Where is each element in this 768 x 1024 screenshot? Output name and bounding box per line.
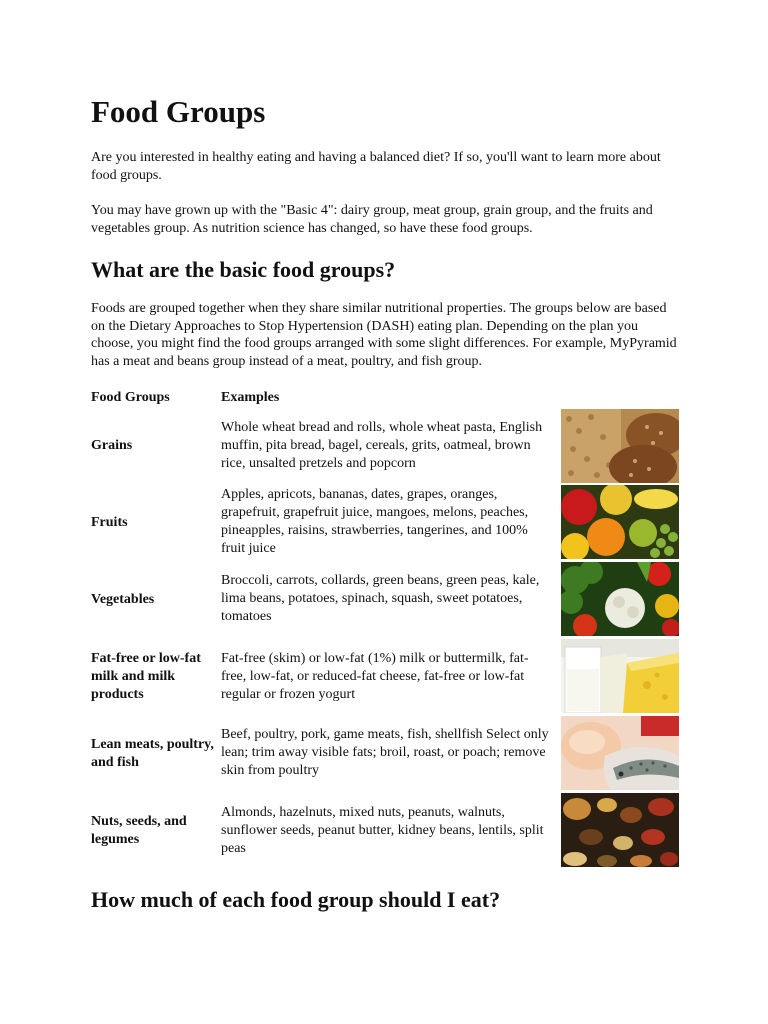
food-group-name: Fruits [91, 515, 128, 530]
table-row [91, 485, 683, 561]
nuts-legumes-photo [561, 793, 679, 867]
food-group-examples: Whole wheat bread and rolls, whole wheat pasta, English muffin, pita bread, bagel, cereals, grits, oatmeal, brown rice, unsalted pretzels and popcorn [221, 420, 543, 471]
table-row [91, 408, 683, 484]
page-title: Food Groups [91, 94, 266, 129]
grains-photo [561, 409, 679, 483]
section-heading-basic-food-groups: What are the basic food groups? [91, 257, 396, 282]
meat-fish-photo [561, 716, 679, 790]
dairy-photo [561, 639, 679, 713]
table-header-food-groups: Food Groups [91, 390, 170, 405]
section-paragraph-basic-food-groups: Foods are grouped together when they share similar nutritional properties. The groups below are based on the Dietary Approaches to Stop Hypertension (DASH) eating plan. Depending on the plan you choose, you might find the food groups arranged with some slight differences. For example, MyPyramid has a meat and beans group instead of a meat, poultry, and fish group. [91, 301, 677, 369]
food-group-examples: Almonds, hazelnuts, mixed nuts, peanuts, walnuts, sunflower seeds, peanut butter, kidney beans, lentils, split peas [221, 805, 544, 856]
section-heading-how-much: How much of each food group should I eat? [91, 887, 501, 912]
table-header-row [91, 388, 683, 408]
fruits-photo [561, 485, 679, 559]
food-groups-table [91, 388, 683, 856]
table-row [91, 793, 683, 869]
food-group-examples: Beef, poultry, pork, game meats, fish, shellfish Select only lean; trim away visible fats; broil, roast, or poach; remove skin from poultry [221, 727, 549, 778]
table-row [91, 716, 683, 792]
food-group-name: Fat-free or low-fat milk and milk products [91, 651, 201, 702]
food-group-name: Lean meats, poultry, and fish [91, 737, 214, 770]
food-group-name: Nuts, seeds, and legumes [91, 814, 187, 847]
vegetables-photo [561, 562, 679, 636]
food-group-name: Vegetables [91, 592, 155, 607]
food-group-name: Grains [91, 438, 133, 453]
table-header-examples: Examples [221, 390, 280, 405]
table-row [91, 639, 683, 715]
food-group-examples: Broccoli, carrots, collards, green beans, green peas, kale, lima beans, potatoes, spinach, squash, sweet potatoes, tomatoes [221, 573, 540, 624]
table-row [91, 562, 683, 638]
food-group-examples: Apples, apricots, bananas, dates, grapes, oranges, grapefruit, grapefruit juice, mangoes, melons, peaches, pineapples, raisins, strawberries, tangerines, and 100% fruit juice [221, 487, 529, 556]
intro-paragraph-2: You may have grown up with the "Basic 4": dairy group, meat group, grain group, and the fruits and vegetables group. As nutrition science has changed, so have these food groups. [91, 203, 653, 236]
food-group-examples: Fat-free (skim) or low-fat (1%) milk or buttermilk, fat-free, low-fat, or reduced-fat cheese, fat-free or low-fat regular or frozen yogurt [221, 651, 529, 702]
intro-paragraph-1: Are you interested in healthy eating and having a balanced diet? If so, you'll want to learn more about food groups. [91, 150, 661, 183]
